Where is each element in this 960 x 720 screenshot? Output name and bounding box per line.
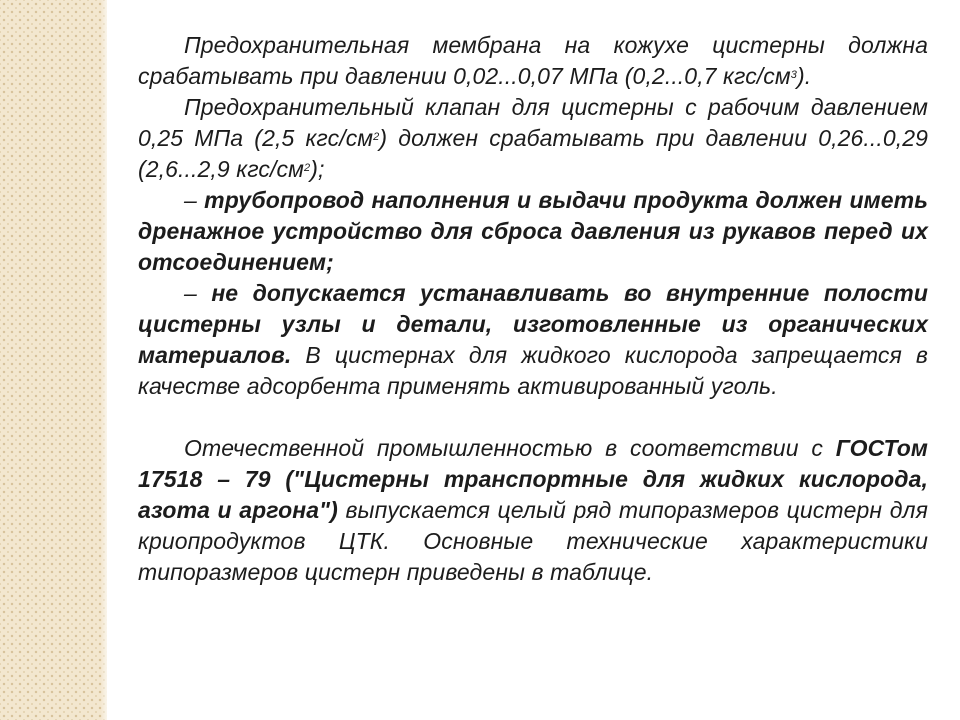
organic-bold-text: не допускается устанавливать во внутренние полости цистерны узлы и детали, изготовленные из органических материалов. <box>138 280 928 368</box>
decorative-side-band <box>0 0 107 720</box>
superscript-2a: 2 <box>373 131 380 143</box>
membrane-text-end: ). <box>796 63 812 89</box>
paragraph-pipeline <box>138 185 928 278</box>
valve-text-end: ); <box>310 156 325 182</box>
organic-text: В цистернах для жидкого кислорода запрещается в качестве адсорбента применять активированный уголь. <box>138 342 928 399</box>
superscript-3: 3 <box>790 69 797 81</box>
paragraph-organic <box>138 278 928 402</box>
valve-text: Предохранительный клапан для цистерны с рабочим давлением 0,25 МПа (2,5 кгс/см <box>138 94 928 151</box>
gost-text-start: Отечественной промышленностью в соответствии с <box>184 435 836 461</box>
superscript-2b: 2 <box>303 162 311 174</box>
pipeline-dash: – <box>184 187 205 213</box>
paragraph-membrane <box>138 30 928 92</box>
gost-bold-text: ГОСТом 17518 – 79 ("Цистерны транспортные для жидких кислорода, азота и аргона") <box>138 435 928 523</box>
organic-dash: – <box>184 280 212 306</box>
gost-text-end: выпускается целый ряд типоразмеров цистерн для криопродуктов ЦТК. Основные технические характеристики типоразмеров цистерн приведены в таблице. <box>138 497 928 585</box>
paragraph-gost <box>138 433 928 588</box>
valve-text-middle: ) должен срабатывать при давлении 0,26...0,29 (2,6...2,9 кгс/см <box>138 125 928 182</box>
pipeline-bold-text: трубопровод наполнения и выдачи продукта должен иметь дренажное устройство для сброса давления из рукавов перед их отсоединением; <box>138 187 928 275</box>
paragraph-valve <box>138 92 928 185</box>
document-text <box>138 30 928 588</box>
membrane-text: Предохранительная мембрана на кожухе цистерны должна срабатывать при давлении 0,02...0,07 МПа (0,2...0,7 кгс/см <box>138 32 928 89</box>
